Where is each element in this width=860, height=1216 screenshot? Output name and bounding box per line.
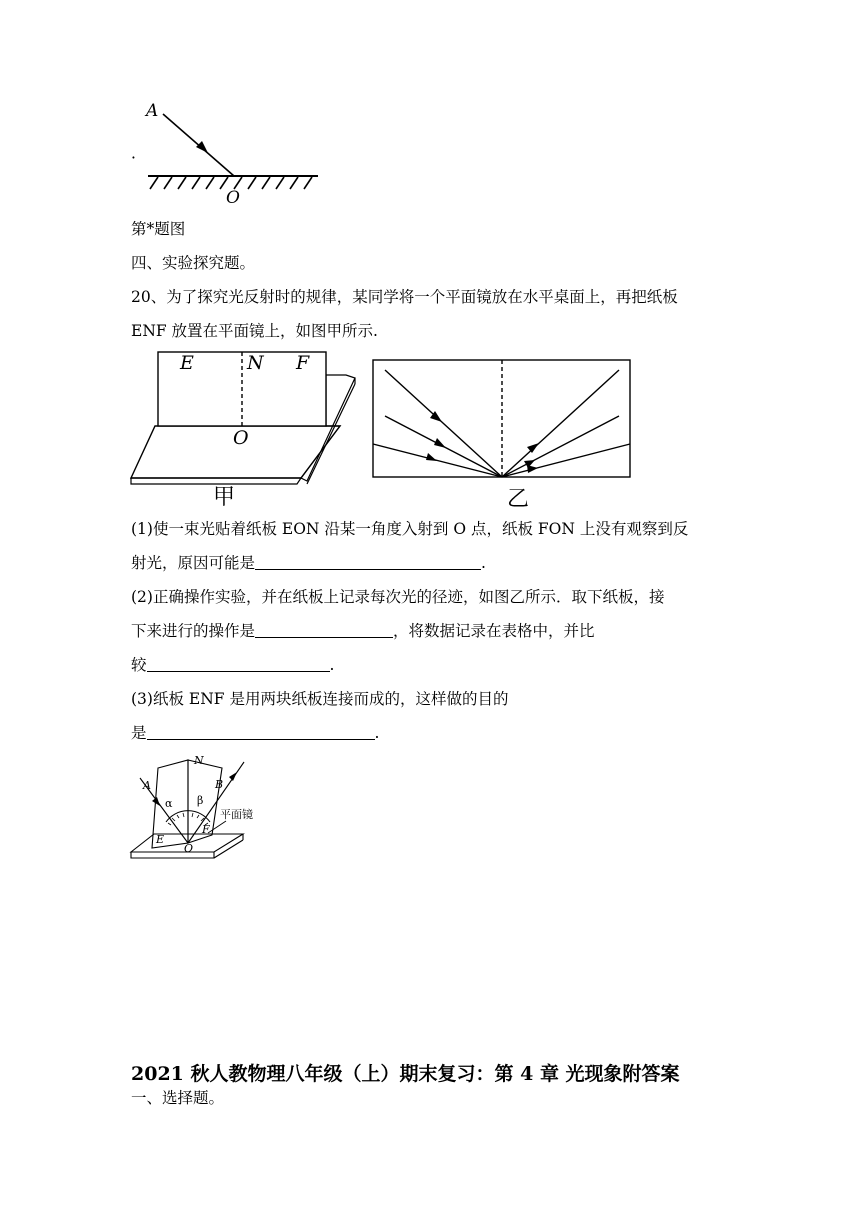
sub2-prefix: 下来进行的操作是 <box>131 622 256 640</box>
stray-dot: · <box>131 149 136 167</box>
angles-label-f: F <box>202 823 210 836</box>
angles-label-b: B <box>215 778 224 791</box>
label-a: A <box>146 101 159 121</box>
jia-caption: 甲 <box>213 485 236 510</box>
sub2-mid: ，将数据记录在表格中，并比 <box>393 622 595 640</box>
sub3-prefix: 是 <box>131 724 147 742</box>
label-o: O <box>226 188 240 208</box>
sub1-suffix: . <box>481 554 486 572</box>
jia-label-f: F <box>296 352 310 374</box>
jia-label-o: O <box>233 427 249 449</box>
mirror-label: 平面镜 <box>220 808 253 821</box>
answer-section-one: 一、选择题。 <box>131 1089 225 1107</box>
angles-label-o: O <box>184 842 194 855</box>
angles-label-e: E <box>156 833 165 846</box>
angles-label-beta: β <box>197 794 204 807</box>
sub2-line1: (2)正确操作实验，并在纸板上记录每次光的径迹，如图乙所示．取下纸板，接 <box>131 588 665 606</box>
sub1-prefix: 射光，原因可能是 <box>131 554 256 572</box>
sub1-line1: (1)使一束光贴着纸板 EON 沿某一角度入射到 O 点，纸板 FON 上没有观察到反 <box>131 520 689 538</box>
q20-line2: ENF 放置在平面镜上，如图甲所示. <box>131 322 378 340</box>
yi-caption: 乙 <box>507 487 530 512</box>
jia-label-e: E <box>180 352 194 374</box>
angles-label-alpha: α <box>165 797 173 810</box>
sub2-suffix-3: . <box>329 656 335 674</box>
angles-label-n: N <box>194 754 204 767</box>
sub2-prefix-3: 较 <box>131 656 147 674</box>
sub3-suffix: . <box>374 724 380 742</box>
sub3-line1: (3)纸板 ENF 是用两块纸板连接而成的，这样做的目的 <box>131 690 509 708</box>
q20-line1: 20、为了探究光反射时的规律，某同学将一个平面镜放在水平桌面上，再把纸板 <box>131 288 678 306</box>
angles-label-a: A <box>143 779 151 792</box>
answer-heading: 2021 秋人教物理八年级（上）期末复习：第 4 章 光现象附答案 <box>131 1063 680 1085</box>
jia-label-n: N <box>247 352 264 374</box>
figure-caption: 第*题图 <box>131 220 186 238</box>
section-heading: 四、实验探究题。 <box>131 254 256 272</box>
